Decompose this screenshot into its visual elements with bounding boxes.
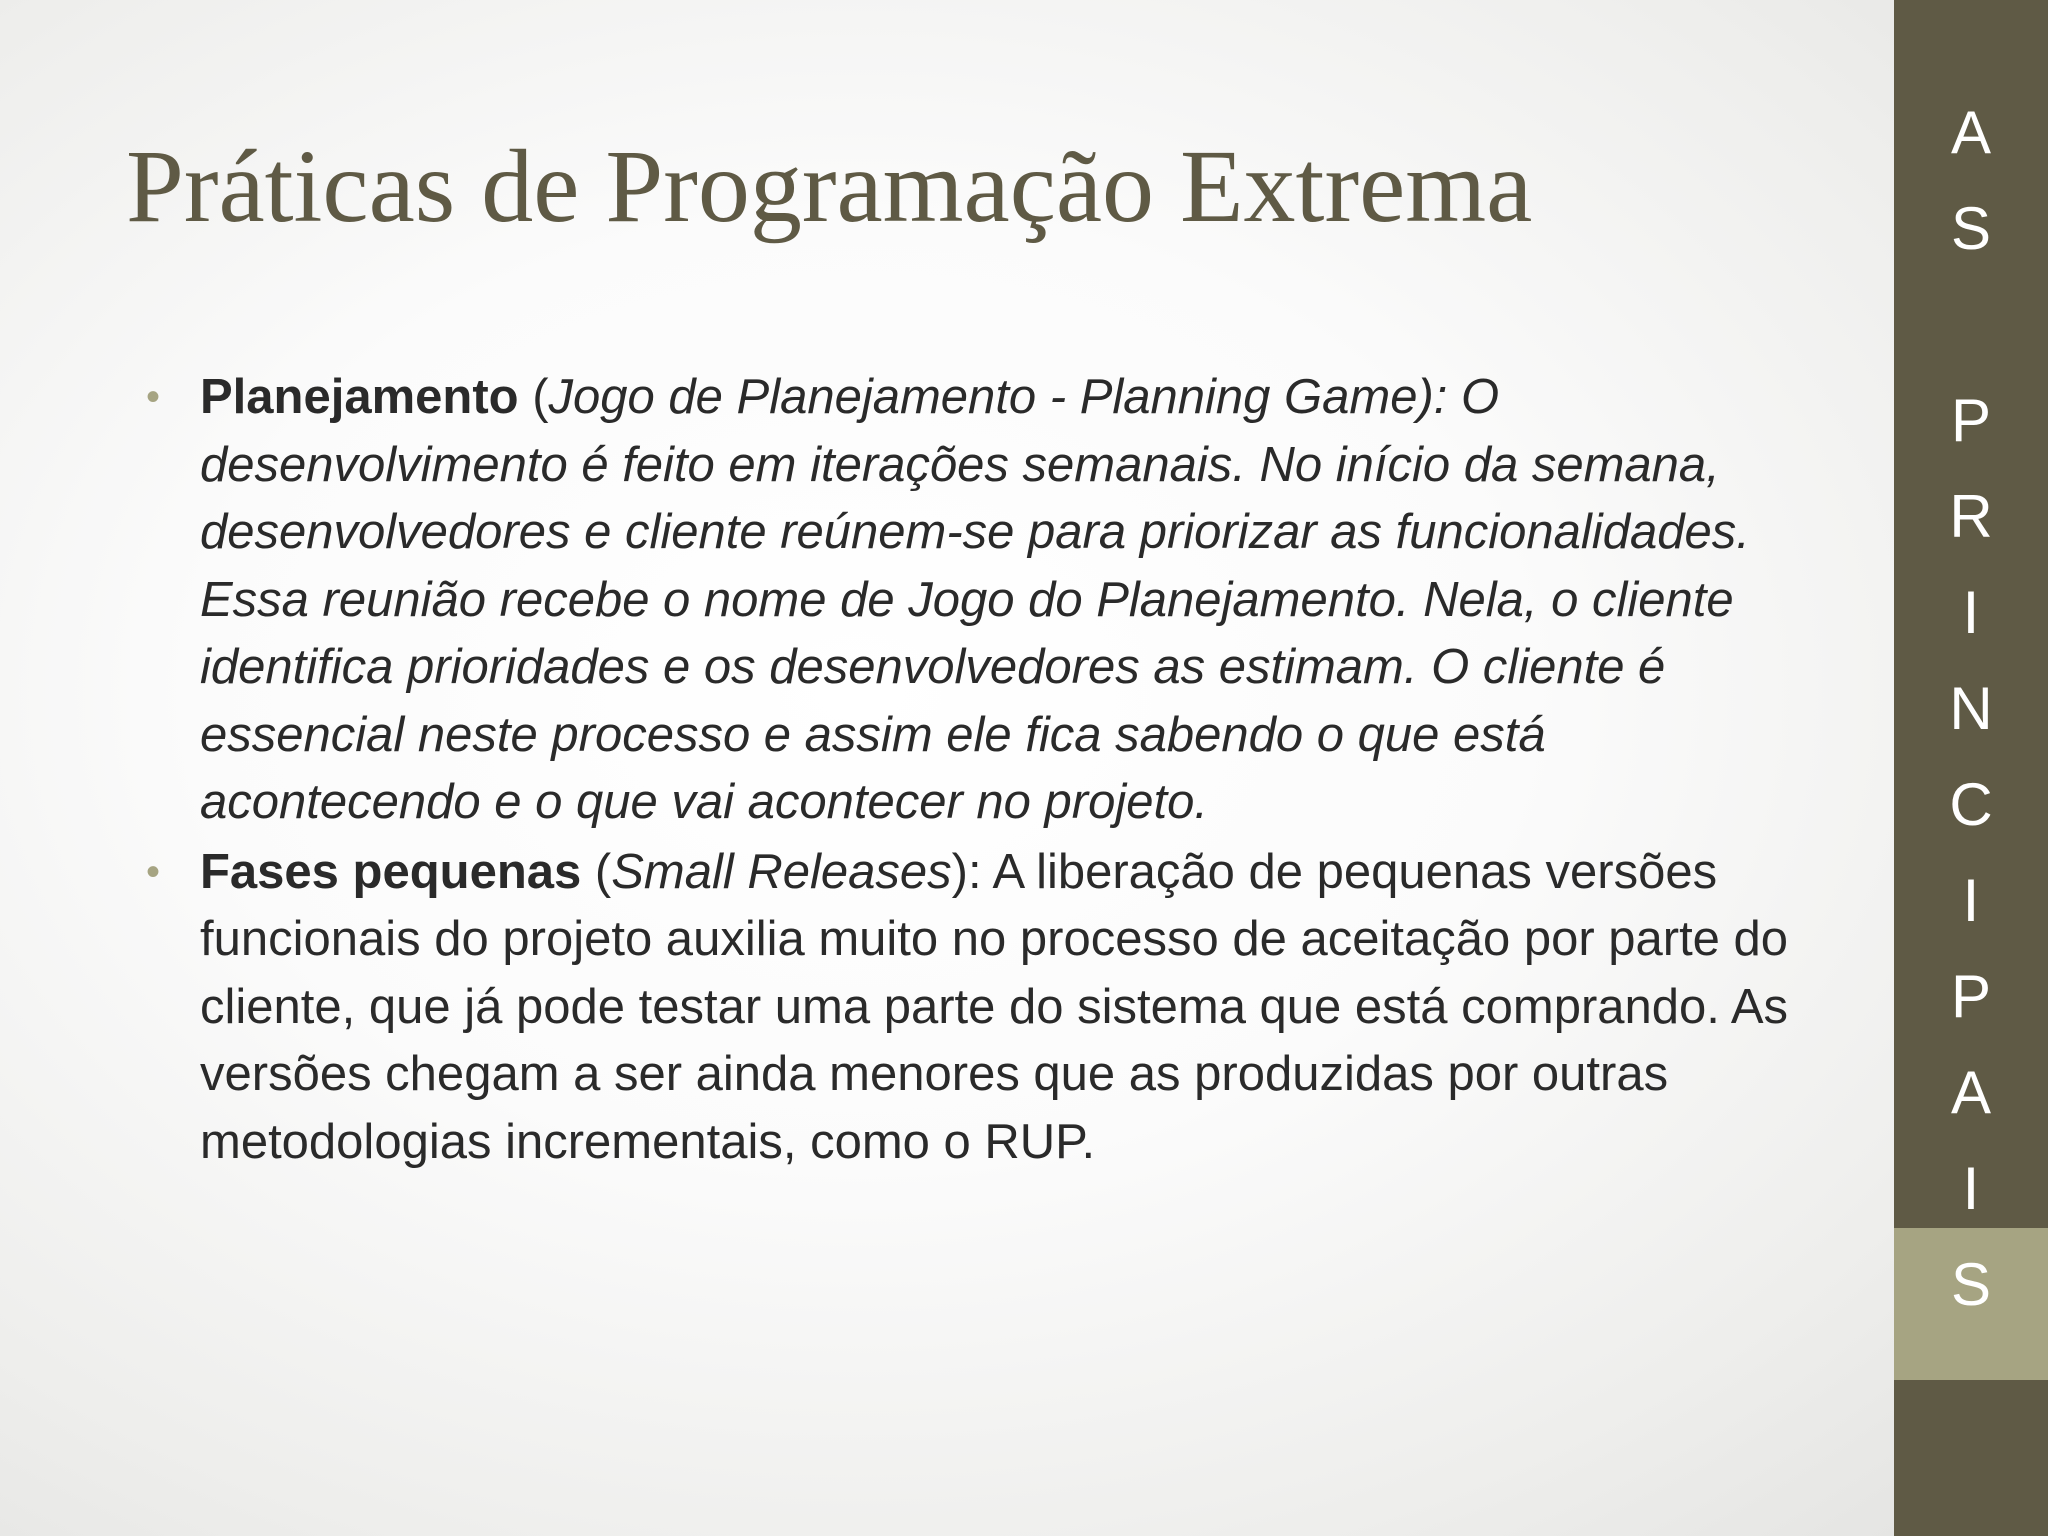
sidebar-letter: N xyxy=(1949,675,1993,742)
slide-title: Práticas de Programação Extrema xyxy=(126,129,1533,244)
bullet-list xyxy=(144,364,1794,1176)
bullet-paren-open: ( xyxy=(581,844,612,899)
bullet-planejamento xyxy=(144,364,1794,837)
sidebar-letter: P xyxy=(1950,963,1992,1030)
sidebar-letter: I xyxy=(1962,579,1980,646)
sidebar-letter: I xyxy=(1962,867,1980,934)
section-sidebar xyxy=(1894,0,2048,1536)
bullet-fases-pequenas xyxy=(144,839,1794,1177)
sidebar-letter: R xyxy=(1949,483,1993,550)
sidebar-letter: A xyxy=(1950,99,1992,166)
sidebar-letter: A xyxy=(1950,1059,1992,1126)
sidebar-letter: P xyxy=(1950,387,1992,454)
bullet-term: Fases pequenas xyxy=(200,844,582,899)
bullet-term: Planejamento xyxy=(200,370,519,424)
bullet-icon: • xyxy=(146,375,161,419)
sidebar-letter: S xyxy=(1950,195,1992,262)
bullet-description: ): A liberação de pequenas versões funcionais do projeto auxilia muito no processo de aceitação por parte do cliente, que já pode testar uma parte do sistema que está comprando. As versões chegam a ser ainda menores que as produzidas por outras metodologias incrementais, como o RUP. xyxy=(200,844,1789,1169)
bullet-subtitle: Small Releases xyxy=(611,844,952,899)
sidebar-letter: C xyxy=(1949,771,1993,838)
sidebar-letter: I xyxy=(1962,1155,1980,1222)
bullet-paren-open: ( xyxy=(518,370,549,424)
bullet-icon: • xyxy=(146,849,161,894)
bullet-description: Jogo de Planejamento - Planning Game): O desenvolvimento é feito em iterações semanais. No início da semana, desenvolvedores e cliente reúnem-se para priorizar as funcionalidades. Essa reunião recebe o nome de Jogo do Planejamento. Nela, o cliente identifica prioridades e os desenvolvedores as estimam. O cliente é essencial neste processo e assim ele fica sabendo o que está acontecendo e o que vai acontecer no projeto. xyxy=(200,370,1750,829)
sidebar-letter: S xyxy=(1950,1251,1992,1318)
